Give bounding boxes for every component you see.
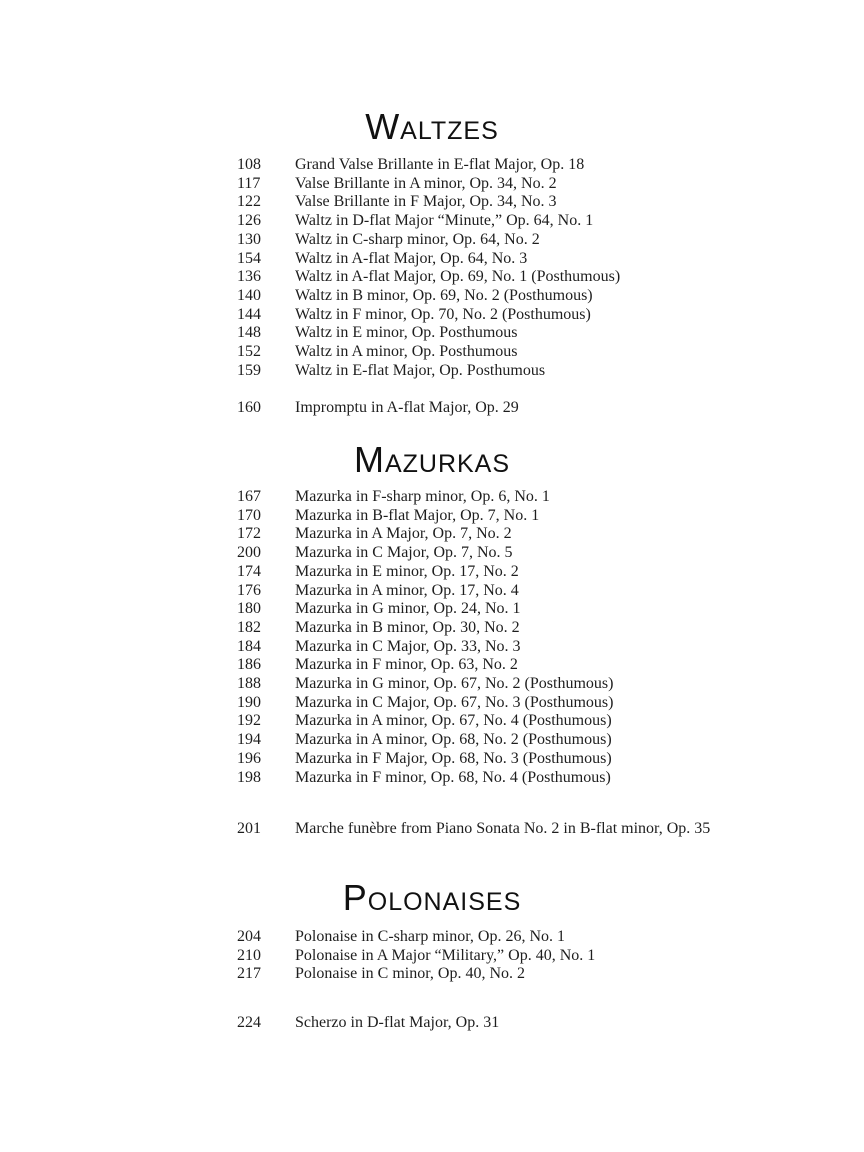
- entry-title: Waltz in B minor, Op. 69, No. 2 (Posthumous): [295, 286, 593, 304]
- entry-title: Impromptu in A-flat Major, Op. 29: [295, 399, 519, 416]
- entry-title: Mazurka in E minor, Op. 17, No. 2: [295, 562, 519, 580]
- toc-entry: [237, 619, 827, 638]
- entry-page-number: 174: [237, 562, 261, 580]
- section-heading-mazurkas: MAZURKAS: [353, 439, 511, 480]
- toc-entry: [237, 324, 827, 343]
- entry-page-number: 210: [237, 946, 261, 964]
- entry-title: Mazurka in B minor, Op. 30, No. 2: [295, 618, 520, 636]
- toc-entry: [237, 750, 827, 769]
- impromptu-entry: [237, 399, 827, 418]
- entry-title: Waltz in C-sharp minor, Op. 64, No. 2: [295, 230, 540, 248]
- entry-title: Waltz in E minor, Op. Posthumous: [295, 324, 518, 342]
- entry-page-number: 182: [237, 618, 261, 636]
- entry-title: Waltz in E-flat Major, Op. Posthumous: [295, 361, 546, 379]
- entry-title: Mazurka in C Major, Op. 7, No. 5: [295, 544, 513, 562]
- entry-title: Polonaise in A Major “Military,” Op. 40, No. 1: [295, 946, 596, 964]
- entry-page-number: 204: [237, 928, 261, 945]
- section-heading-waltzes: WALTZES: [365, 106, 499, 147]
- toc-entry: [237, 582, 827, 601]
- toc-entry: [237, 544, 827, 563]
- entry-title: Mazurka in A Major, Op. 7, No. 2: [295, 525, 512, 543]
- toc-entry: [237, 675, 827, 694]
- toc-entry: [237, 488, 827, 507]
- entry-title: Grand Valse Brillante in E-flat Major, Op. 18: [295, 156, 585, 173]
- toc-entry: [237, 156, 827, 175]
- entry-page-number: 160: [237, 399, 261, 416]
- entry-title: Mazurka in F minor, Op. 68, No. 4 (Posthumous): [295, 768, 611, 786]
- toc-entry: [237, 193, 827, 212]
- toc-entry: [237, 600, 827, 619]
- scherzo-entry: [237, 1014, 827, 1033]
- entry-title: Mazurka in F-sharp minor, Op. 6, No. 1: [295, 488, 550, 505]
- entry-page-number: 186: [237, 656, 261, 674]
- section-heading-polonaises: POLONAISES: [342, 877, 522, 918]
- waltzes-entry-list: [237, 156, 827, 380]
- toc-entry: [237, 231, 827, 250]
- entry-page-number: 194: [237, 731, 261, 749]
- entry-page-number: 130: [237, 230, 261, 248]
- entry-page-number: 152: [237, 343, 261, 361]
- entry-page-number: 198: [237, 768, 261, 786]
- toc-entry: [237, 563, 827, 582]
- toc-entry: [237, 399, 827, 418]
- toc-entry: [237, 965, 827, 984]
- toc-entry: [237, 928, 827, 947]
- entry-page-number: 192: [237, 712, 261, 730]
- entry-page-number: 170: [237, 506, 261, 524]
- toc-entry: [237, 306, 827, 325]
- entry-title: Scherzo in D-flat Major, Op. 31: [295, 1014, 500, 1031]
- entry-title: Polonaise in C minor, Op. 40, No. 2: [295, 965, 526, 983]
- entry-page-number: 190: [237, 693, 261, 711]
- entry-page-number: 117: [237, 174, 261, 192]
- entry-page-number: 200: [237, 544, 261, 562]
- toc-entry: [237, 947, 827, 966]
- toc-entry: [237, 525, 827, 544]
- toc-entry: [237, 731, 827, 750]
- toc-entry: [237, 250, 827, 269]
- marche-funebre-entry: [237, 820, 827, 839]
- entry-title: Mazurka in C Major, Op. 33, No. 3: [295, 637, 521, 655]
- entry-title: Waltz in A-flat Major, Op. 64, No. 3: [295, 249, 528, 267]
- entry-page-number: 148: [237, 324, 261, 342]
- entry-title: Marche funèbre from Piano Sonata No. 2 in B-flat minor, Op. 35: [295, 820, 711, 837]
- entry-title: Mazurka in F Major, Op. 68, No. 3 (Posthumous): [295, 749, 612, 767]
- entry-page-number: 159: [237, 361, 261, 379]
- toc-entry: [237, 638, 827, 657]
- entry-page-number: 224: [237, 1014, 261, 1031]
- entry-page-number: 196: [237, 749, 261, 767]
- entry-page-number: 122: [237, 193, 261, 211]
- entry-title: Waltz in F minor, Op. 70, No. 2 (Posthumous): [295, 305, 591, 323]
- toc-entry: [237, 656, 827, 675]
- toc-entry: [237, 507, 827, 526]
- entry-page-number: 176: [237, 581, 261, 599]
- entry-title: Polonaise in C-sharp minor, Op. 26, No. 1: [295, 928, 566, 945]
- toc-entry: [237, 362, 827, 381]
- entry-page-number: 172: [237, 525, 261, 543]
- toc-entry: [237, 694, 827, 713]
- entry-page-number: 201: [237, 820, 261, 837]
- entry-title: Mazurka in C Major, Op. 67, No. 3 (Posthumous): [295, 693, 614, 711]
- entry-title: Waltz in A minor, Op. Posthumous: [295, 343, 518, 361]
- entry-page-number: 188: [237, 675, 261, 693]
- entry-title: Mazurka in A minor, Op. 17, No. 4: [295, 581, 519, 599]
- entry-page-number: 167: [237, 488, 261, 505]
- entry-title: Valse Brillante in F Major, Op. 34, No. 3: [295, 193, 557, 211]
- entry-title: Mazurka in G minor, Op. 67, No. 2 (Posthumous): [295, 675, 614, 693]
- polonaises-entry-list: [237, 928, 827, 984]
- toc-entry: [237, 712, 827, 731]
- mazurkas-entry-list: [237, 488, 827, 787]
- entry-title: Mazurka in A minor, Op. 67, No. 4 (Posthumous): [295, 712, 612, 730]
- entry-title: Mazurka in F minor, Op. 63, No. 2: [295, 656, 518, 674]
- entry-page-number: 184: [237, 637, 261, 655]
- entry-title: Valse Brillante in A minor, Op. 34, No. 2: [295, 174, 557, 192]
- entry-page-number: 180: [237, 600, 261, 618]
- entry-page-number: 136: [237, 268, 261, 286]
- entry-page-number: 144: [237, 305, 261, 323]
- toc-entry: [237, 287, 827, 306]
- toc-entry: [237, 1014, 827, 1033]
- entry-title: Mazurka in B-flat Major, Op. 7, No. 1: [295, 506, 540, 524]
- entry-page-number: 126: [237, 212, 261, 230]
- toc-entry: [237, 212, 827, 231]
- entry-title: Waltz in A-flat Major, Op. 69, No. 1 (Posthumous): [295, 268, 621, 286]
- entry-page-number: 140: [237, 286, 261, 304]
- entry-page-number: 154: [237, 249, 261, 267]
- toc-entry: [237, 820, 827, 839]
- entry-title: Mazurka in A minor, Op. 68, No. 2 (Posthumous): [295, 731, 612, 749]
- toc-entry: [237, 769, 827, 788]
- toc-entry: [237, 268, 827, 287]
- entry-title: Waltz in D-flat Major “Minute,” Op. 64, No. 1: [295, 212, 594, 230]
- entry-title: Mazurka in G minor, Op. 24, No. 1: [295, 600, 521, 618]
- toc-entry: [237, 175, 827, 194]
- entry-page-number: 108: [237, 156, 261, 173]
- toc-entry: [237, 343, 827, 362]
- entry-page-number: 217: [237, 965, 261, 983]
